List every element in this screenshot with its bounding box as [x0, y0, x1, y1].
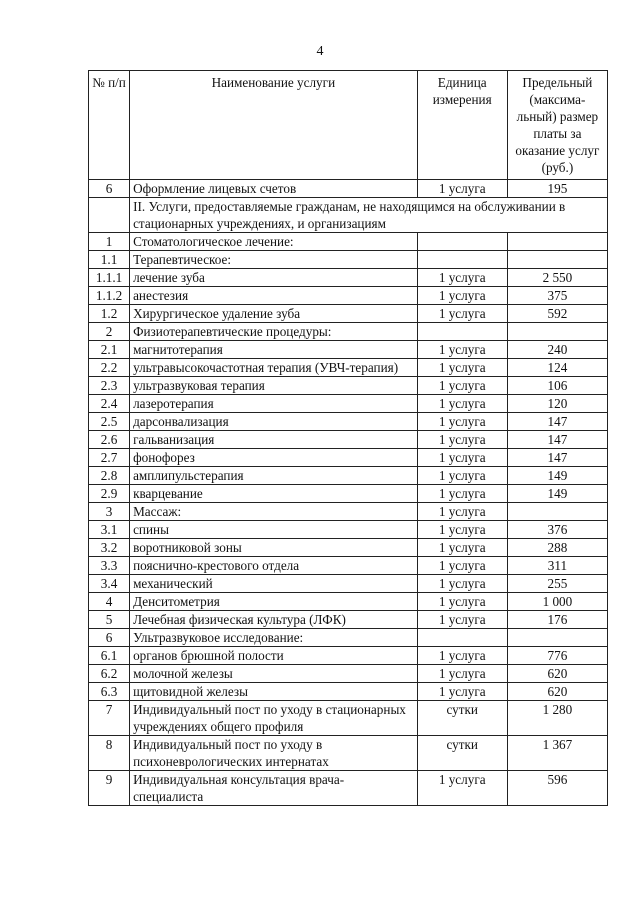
row-num: 1.1 — [89, 251, 130, 269]
row-unit — [417, 233, 507, 251]
row-num: 2.5 — [89, 413, 130, 431]
row-num: 2.4 — [89, 395, 130, 413]
row-unit: 1 услуга — [417, 341, 507, 359]
row-name: кварцевание — [130, 485, 418, 503]
row-unit: 1 услуга — [417, 485, 507, 503]
row-price — [507, 233, 607, 251]
row-name: Хирургическое удаление зуба — [130, 305, 418, 323]
row-num: 6.3 — [89, 683, 130, 701]
table-row — [89, 323, 608, 341]
row-name: спины — [130, 521, 418, 539]
row-unit: 1 услуга — [417, 467, 507, 485]
table-row — [89, 647, 608, 665]
row-name: Индивидуальная консультация врача-специалиста — [130, 771, 418, 806]
table-row — [89, 449, 608, 467]
row-name: анестезия — [130, 287, 418, 305]
row-unit — [417, 629, 507, 647]
row-num: 6 — [89, 629, 130, 647]
row-name: Индивидуальный пост по уходу в психоневрологических интернатах — [130, 736, 418, 771]
row-name: Массаж: — [130, 503, 418, 521]
row-name: Денситометрия — [130, 593, 418, 611]
row-price: 596 — [507, 771, 607, 806]
row-name: Физиотерапевтические процедуры: — [130, 323, 418, 341]
row-price: 106 — [507, 377, 607, 395]
row-price: 149 — [507, 467, 607, 485]
header-unit: Единица измерения — [417, 71, 507, 180]
row-num: 8 — [89, 736, 130, 771]
row-price: 147 — [507, 413, 607, 431]
row-unit: 1 услуга — [417, 287, 507, 305]
table-row — [89, 593, 608, 611]
table-body — [89, 180, 608, 806]
table-row — [89, 377, 608, 395]
row-price: 1 000 — [507, 593, 607, 611]
row-num: 2.7 — [89, 449, 130, 467]
row-price: 195 — [507, 180, 607, 198]
table-row — [89, 467, 608, 485]
table-row — [89, 485, 608, 503]
row-price: 147 — [507, 449, 607, 467]
services-table — [88, 70, 608, 806]
table-header-row — [89, 71, 608, 180]
row-num: 1 — [89, 233, 130, 251]
row-price: 149 — [507, 485, 607, 503]
row-num: 3.1 — [89, 521, 130, 539]
row-unit: 1 услуга — [417, 771, 507, 806]
row-price: 240 — [507, 341, 607, 359]
row-name: лазеротерапия — [130, 395, 418, 413]
row-num: 3.3 — [89, 557, 130, 575]
row-unit: 1 услуга — [417, 611, 507, 629]
row-price: 620 — [507, 683, 607, 701]
row-price: 1 367 — [507, 736, 607, 771]
row-name: Стоматологическое лечение: — [130, 233, 418, 251]
row-unit: 1 услуга — [417, 305, 507, 323]
row-num: 3.2 — [89, 539, 130, 557]
row-unit: 1 услуга — [417, 269, 507, 287]
table-row — [89, 736, 608, 771]
row-unit: 1 услуга — [417, 665, 507, 683]
row-price: 176 — [507, 611, 607, 629]
section-spacer — [89, 198, 130, 233]
row-price: 147 — [507, 431, 607, 449]
row-name: лечение зуба — [130, 269, 418, 287]
row-unit: 1 услуга — [417, 683, 507, 701]
row-name: воротниковой зоны — [130, 539, 418, 557]
row-unit: 1 услуга — [417, 557, 507, 575]
row-num: 9 — [89, 771, 130, 806]
row-name: Лечебная физическая культура (ЛФК) — [130, 611, 418, 629]
row-name: Терапевтическое: — [130, 251, 418, 269]
row-unit: 1 услуга — [417, 539, 507, 557]
row-num: 2.6 — [89, 431, 130, 449]
row-name: дарсонвализация — [130, 413, 418, 431]
row-price: 255 — [507, 575, 607, 593]
row-name: амплипульстерапия — [130, 467, 418, 485]
row-unit: 1 услуга — [417, 359, 507, 377]
row-num: 6 — [89, 180, 130, 198]
table-row — [89, 341, 608, 359]
table-row — [89, 359, 608, 377]
row-price: 592 — [507, 305, 607, 323]
row-unit: 1 услуга — [417, 449, 507, 467]
header-name: Наименование услуги — [130, 71, 418, 180]
row-unit: 1 услуга — [417, 575, 507, 593]
row-unit: 1 услуга — [417, 180, 507, 198]
table-row — [89, 431, 608, 449]
row-unit: 1 услуга — [417, 431, 507, 449]
row-price: 620 — [507, 665, 607, 683]
header-price: Предельный (максима-льный) размер платы за оказание услуг (руб.) — [507, 71, 607, 180]
row-unit: 1 услуга — [417, 503, 507, 521]
table-row — [89, 251, 608, 269]
table-row — [89, 539, 608, 557]
table-row — [89, 395, 608, 413]
row-name: органов брюшной полости — [130, 647, 418, 665]
table-row — [89, 629, 608, 647]
row-price — [507, 629, 607, 647]
table-row — [89, 771, 608, 806]
row-unit: сутки — [417, 736, 507, 771]
row-num: 2 — [89, 323, 130, 341]
row-unit: 1 услуга — [417, 377, 507, 395]
row-name: ультравысокочастотная терапия (УВЧ-терапия) — [130, 359, 418, 377]
row-name: Индивидуальный пост по уходу в стационарных учреждениях общего профиля — [130, 701, 418, 736]
table-row — [89, 413, 608, 431]
row-unit: 1 услуга — [417, 413, 507, 431]
table-row — [89, 233, 608, 251]
row-num: 2.8 — [89, 467, 130, 485]
section-title: II. Услуги, предоставляемые гражданам, не находящимся на обслуживании в стационарных учреждениях, и организациям — [130, 198, 608, 233]
table-row — [89, 503, 608, 521]
row-name: ультразвуковая терапия — [130, 377, 418, 395]
table-row — [89, 180, 608, 198]
row-num: 2.3 — [89, 377, 130, 395]
row-name: фонофорез — [130, 449, 418, 467]
row-num: 2.2 — [89, 359, 130, 377]
row-name: магнитотерапия — [130, 341, 418, 359]
row-name: пояснично-крестового отдела — [130, 557, 418, 575]
row-price: 288 — [507, 539, 607, 557]
row-name: механический — [130, 575, 418, 593]
row-price — [507, 323, 607, 341]
page-number: 4 — [316, 44, 324, 59]
row-name: гальванизация — [130, 431, 418, 449]
table-row — [89, 287, 608, 305]
row-num: 2.1 — [89, 341, 130, 359]
row-name: молочной железы — [130, 665, 418, 683]
table-row — [89, 575, 608, 593]
row-price: 776 — [507, 647, 607, 665]
header-num: № п/п — [89, 71, 130, 180]
row-num: 6.1 — [89, 647, 130, 665]
row-num: 3.4 — [89, 575, 130, 593]
table-row — [89, 701, 608, 736]
section-row — [89, 198, 608, 233]
row-num: 2.9 — [89, 485, 130, 503]
table-row — [89, 665, 608, 683]
row-price: 311 — [507, 557, 607, 575]
row-num: 5 — [89, 611, 130, 629]
row-unit — [417, 323, 507, 341]
row-unit: 1 услуга — [417, 647, 507, 665]
row-price: 376 — [507, 521, 607, 539]
row-unit — [417, 251, 507, 269]
row-price: 124 — [507, 359, 607, 377]
row-price: 2 550 — [507, 269, 607, 287]
row-num: 1.2 — [89, 305, 130, 323]
row-price: 120 — [507, 395, 607, 413]
row-name: щитовидной железы — [130, 683, 418, 701]
table-row — [89, 611, 608, 629]
row-num: 7 — [89, 701, 130, 736]
row-unit: 1 услуга — [417, 593, 507, 611]
table-row — [89, 557, 608, 575]
row-unit: 1 услуга — [417, 521, 507, 539]
row-num: 4 — [89, 593, 130, 611]
row-price: 1 280 — [507, 701, 607, 736]
table-row — [89, 305, 608, 323]
row-price — [507, 251, 607, 269]
row-price: 375 — [507, 287, 607, 305]
row-unit: 1 услуга — [417, 395, 507, 413]
row-num: 1.1.1 — [89, 269, 130, 287]
row-name: Оформление лицевых счетов — [130, 180, 418, 198]
table-row — [89, 269, 608, 287]
row-num: 1.1.2 — [89, 287, 130, 305]
row-num: 3 — [89, 503, 130, 521]
row-unit: сутки — [417, 701, 507, 736]
table-row — [89, 521, 608, 539]
row-num: 6.2 — [89, 665, 130, 683]
table-row — [89, 683, 608, 701]
row-price — [507, 503, 607, 521]
row-name: Ультразвуковое исследование: — [130, 629, 418, 647]
